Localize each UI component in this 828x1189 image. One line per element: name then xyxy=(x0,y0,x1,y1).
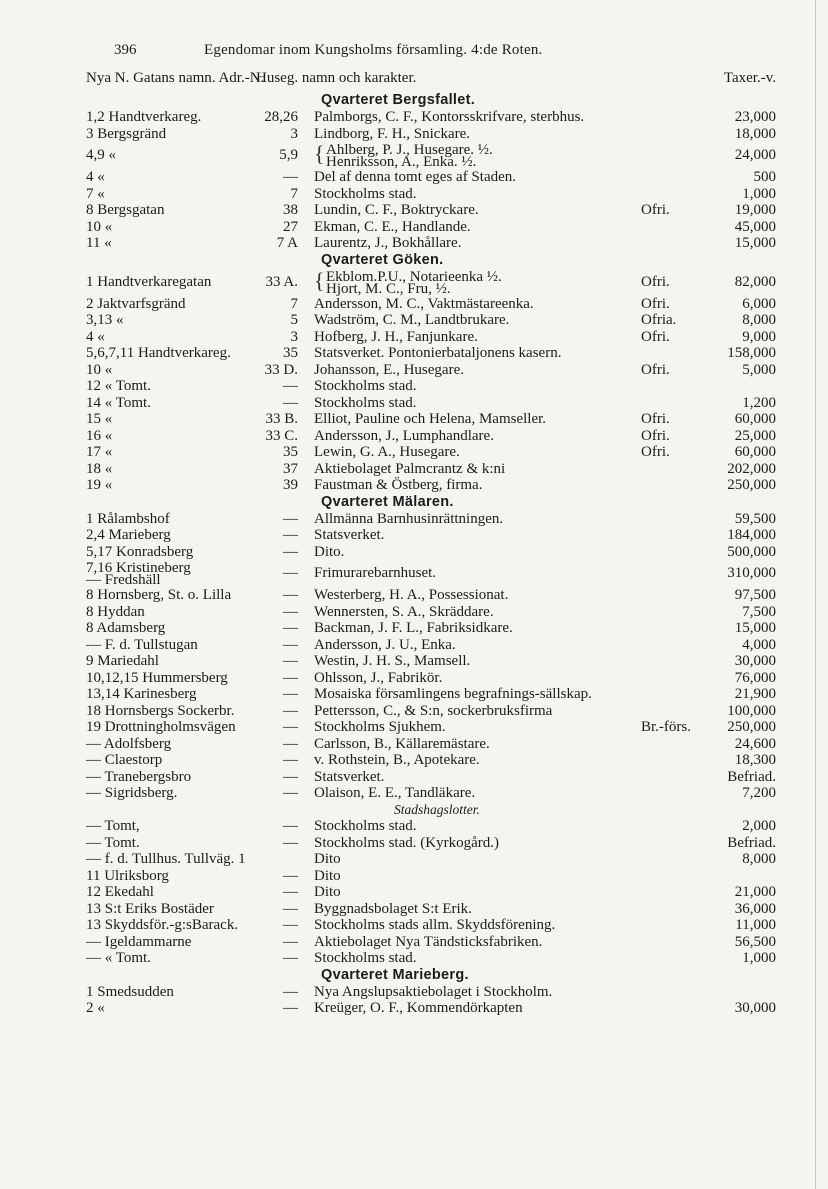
owner-name: Palmborgs, C. F., Kontorsskrifvare, sterbhus. xyxy=(314,109,585,125)
tax-value: 56,500 xyxy=(734,933,776,950)
table-row xyxy=(86,984,776,1001)
tax-value: 6,000 xyxy=(742,295,776,312)
tax-note: Ofri. xyxy=(641,361,670,378)
owner-name: Stockholms stads allm. Skyddsförening. xyxy=(314,917,556,933)
tax-value: 82,000 xyxy=(734,273,776,290)
tax-value: 250,000 xyxy=(727,477,776,493)
street-number: — xyxy=(283,636,298,653)
property-address: 4,9 « xyxy=(86,147,116,163)
tax-value: 1,000 xyxy=(742,950,776,966)
tax-value: 24,600 xyxy=(734,735,776,752)
property-address: 18 Hornsbergs Sockerbr. xyxy=(86,702,235,719)
tax-value: 97,500 xyxy=(734,587,776,603)
street-number: — xyxy=(283,394,298,411)
column-header-address: Nya N. Gatans namn. Adr.-N. xyxy=(86,70,265,86)
owner-name: Allmänna Barnhusinrättningen. xyxy=(314,510,504,527)
property-address: 13 Skyddsför.-g:sBarack. xyxy=(86,917,239,933)
tax-value: 100,000 xyxy=(727,702,776,719)
table-row xyxy=(86,835,776,852)
tax-value: 4,000 xyxy=(742,636,776,653)
tax-value: Befriad. xyxy=(727,768,776,785)
owner-name: Johansson, E., Husegare. xyxy=(314,361,464,378)
table-row xyxy=(86,312,776,329)
owner-name: Stockholms stad. xyxy=(314,818,417,834)
table-row xyxy=(86,411,776,428)
brace-mark: { xyxy=(314,267,325,293)
tax-value: 7,200 xyxy=(742,785,776,801)
page-header xyxy=(114,42,674,64)
street-number: 37 xyxy=(283,460,298,477)
section-title-text: Qvarteret Marieberg. xyxy=(321,966,469,983)
owner-name: Nya Angslupsaktiebolaget i Stockholm. xyxy=(314,983,553,1000)
street-number: 5 xyxy=(290,312,298,328)
owner-name: Stockholms stad. xyxy=(314,378,417,394)
property-address: — F. d. Tullstugan xyxy=(86,636,198,653)
property-address: 2 « xyxy=(86,1000,105,1016)
property-address: 7,16 Kristineberg xyxy=(86,560,191,576)
property-address: — Tomt. xyxy=(86,834,140,851)
section-title-text: Qvarteret Göken. xyxy=(321,251,444,268)
property-address: 17 « xyxy=(86,444,113,460)
property-address: 14 « Tomt. xyxy=(86,394,151,411)
table-row xyxy=(86,769,776,786)
street-number: — xyxy=(283,818,298,834)
tax-note: Ofri. xyxy=(641,273,670,290)
property-address: 10 « xyxy=(86,361,113,378)
table-row xyxy=(86,544,776,561)
property-address: — Igeldammarne xyxy=(86,933,192,950)
owner-name: Aktiebolaget Nya Tändsticksfabriken. xyxy=(314,933,543,950)
street-number: — xyxy=(283,669,298,686)
section-title xyxy=(86,92,776,109)
property-address: 1,2 Handtverkareg. xyxy=(86,109,202,125)
table-row xyxy=(86,1000,776,1017)
property-address: 2,4 Marieberg xyxy=(86,527,171,543)
street-number: 7 A xyxy=(276,235,298,251)
property-address: 8 Bergsgatan xyxy=(86,202,165,218)
subheading-text: Stadshagslotter. xyxy=(394,801,480,817)
street-number: — xyxy=(283,900,298,917)
street-number: 39 xyxy=(283,477,298,493)
property-address: — Claestorp xyxy=(86,752,163,768)
table-row xyxy=(86,917,776,934)
owner-name: Andersson, J. U., Enka. xyxy=(314,636,456,653)
owner-name: Aktiebolaget Palmcrantz & k:ni xyxy=(314,460,506,477)
property-address: 3,13 « xyxy=(86,312,124,328)
tax-value: 500,000 xyxy=(727,543,776,560)
tax-value: 45,000 xyxy=(734,218,776,235)
table-row xyxy=(86,785,776,802)
table-row xyxy=(86,752,776,769)
table-row xyxy=(86,378,776,395)
property-address: 9 Mariedahl xyxy=(86,653,159,669)
tax-value: 30,000 xyxy=(734,653,776,669)
tax-value: 5,000 xyxy=(742,361,776,378)
table-row xyxy=(86,511,776,528)
table-row xyxy=(86,719,776,736)
owner-name: Ekblom.P.U., Notarieenka ½. xyxy=(326,268,502,285)
owner-name: Ekman, C. E., Handlande. xyxy=(314,218,471,235)
tax-value: 7,500 xyxy=(742,603,776,620)
owner-name: Wennersten, S. A., Skräddare. xyxy=(314,603,494,620)
tax-value: 202,000 xyxy=(727,460,776,477)
page-title: Egendomar inom Kungsholms församling. 4:de Roten. xyxy=(204,42,543,58)
street-number: 7 xyxy=(290,185,298,202)
tax-value: 30,000 xyxy=(734,1000,776,1016)
column-header-owner: Huseg. namn och karakter. xyxy=(256,70,417,86)
street-number: — xyxy=(283,702,298,719)
column-header-tax: Taxer.-v. xyxy=(723,70,776,86)
tax-value: 25,000 xyxy=(734,427,776,444)
street-number: — xyxy=(283,752,298,768)
table-row xyxy=(86,868,776,885)
tax-note: Ofri. xyxy=(641,328,670,345)
table-row xyxy=(86,345,776,362)
street-number: — xyxy=(283,603,298,620)
table-row xyxy=(86,560,776,587)
property-address: 18 « xyxy=(86,460,113,477)
table-row xyxy=(86,202,776,219)
street-number: — xyxy=(283,686,298,702)
owner-name: Backman, J. F. L., Fabriksidkare. xyxy=(314,620,513,636)
street-number: — xyxy=(283,1000,298,1016)
property-address: 10,12,15 Hummersberg xyxy=(86,669,228,686)
property-address: 1 Handtverkaregatan xyxy=(86,273,212,290)
table-row xyxy=(86,109,776,126)
property-address: 3 Bergsgränd xyxy=(86,125,167,142)
table-row xyxy=(86,950,776,967)
owner-name: Stockholms stad. xyxy=(314,185,417,202)
street-number: — xyxy=(283,867,298,884)
tax-value: 60,000 xyxy=(734,411,776,427)
owner-name: v. Rothstein, B., Apotekare. xyxy=(314,752,480,768)
owner-name: Wadström, C. M., Landtbrukare. xyxy=(314,312,510,328)
table-row xyxy=(86,186,776,203)
tax-value: 21,900 xyxy=(734,686,776,702)
owner-name: Frimurarebarnhuset. xyxy=(314,565,437,581)
table-row xyxy=(86,444,776,461)
owner-name: Ahlberg, P. J., Husegare. ½. xyxy=(326,142,493,158)
tax-value: 15,000 xyxy=(734,235,776,251)
owner-name: Dito xyxy=(314,851,341,867)
tax-value: 250,000 xyxy=(727,719,776,735)
owner-name: Laurentz, J., Bokhållare. xyxy=(314,235,462,251)
street-number: 27 xyxy=(283,218,298,235)
owner-name: Stockholms stad. (Kyrkogård.) xyxy=(314,834,499,851)
table-row xyxy=(86,604,776,621)
street-number: — xyxy=(283,169,298,185)
tax-value: 184,000 xyxy=(727,527,776,543)
register-body xyxy=(86,92,776,1017)
tax-value: 36,000 xyxy=(734,900,776,917)
owner-name: Lundin, C. F., Boktryckare. xyxy=(314,202,479,218)
street-number: — xyxy=(283,510,298,527)
street-number: 33 A. xyxy=(265,273,298,290)
tax-value: 76,000 xyxy=(734,669,776,686)
street-number: — xyxy=(283,527,298,543)
property-address: 1 Smedsudden xyxy=(86,983,174,1000)
owner-name: Carlsson, B., Källaremästare. xyxy=(314,735,490,752)
owner-name-line2: Hjort, M. C., Fru, ½. xyxy=(326,280,451,297)
owner-name: Statsverket. xyxy=(314,768,385,785)
property-address: 12 Ekedahl xyxy=(86,884,154,900)
page-edge xyxy=(815,0,816,1189)
table-row xyxy=(86,670,776,687)
street-number: 3 xyxy=(290,125,298,142)
tax-value: 21,000 xyxy=(734,884,776,900)
table-row xyxy=(86,703,776,720)
property-address: 1 Rålambshof xyxy=(86,510,170,527)
street-number: 33 D. xyxy=(264,361,298,378)
tax-note: Br.-förs. xyxy=(641,719,691,735)
table-row xyxy=(86,527,776,544)
property-address: 4 « xyxy=(86,169,105,185)
owner-name: Byggnadsbolaget S:t Erik. xyxy=(314,900,472,917)
property-address: — Tranebergsbro xyxy=(86,768,192,785)
owner-name: Lindborg, F. H., Snickare. xyxy=(314,125,471,142)
property-address: 16 « xyxy=(86,427,113,444)
street-number: — xyxy=(283,653,298,669)
table-row xyxy=(86,395,776,412)
section-title-text: Qvarteret Mälaren. xyxy=(321,493,454,510)
street-number: — xyxy=(283,768,298,785)
owner-name: Westerberg, H. A., Possessionat. xyxy=(314,587,509,603)
table-row xyxy=(86,126,776,143)
tax-value: 1,200 xyxy=(742,394,776,411)
table-row xyxy=(86,219,776,236)
property-address: 13,14 Karinesberg xyxy=(86,686,197,702)
tax-value: 19,000 xyxy=(734,202,776,218)
owner-name: Stockholms stad. xyxy=(314,394,417,411)
owner-name: Andersson, J., Lumphandlare. xyxy=(314,427,494,444)
owner-name: Lewin, G. A., Husegare. xyxy=(314,444,460,460)
owner-name: Hofberg, J. H., Fanjunkare. xyxy=(314,328,478,345)
property-address: 8 Adamsberg xyxy=(86,620,166,636)
section-title xyxy=(86,967,776,984)
tax-value: 23,000 xyxy=(734,109,776,125)
tax-note: Ofri. xyxy=(641,427,670,444)
property-address: 4 « xyxy=(86,328,105,345)
table-row xyxy=(86,142,776,169)
page-number: 396 xyxy=(114,42,137,58)
property-address: 5,6,7,11 Handtverkareg. xyxy=(86,345,231,361)
street-number: — xyxy=(283,917,298,933)
tax-value: 8,000 xyxy=(742,851,776,867)
table-row xyxy=(86,587,776,604)
tax-value: 9,000 xyxy=(742,328,776,345)
tax-value: 59,500 xyxy=(734,510,776,527)
property-address: 8 Hornsberg, St. o. Lilla xyxy=(86,587,232,603)
owner-name: Elliot, Pauline och Helena, Mamseller. xyxy=(314,411,547,427)
table-row xyxy=(86,362,776,379)
owner-name: Dito. xyxy=(314,543,345,560)
street-number: 35 xyxy=(283,345,298,361)
table-row xyxy=(86,269,776,296)
owner-name: Olaison, E. E., Tandläkare. xyxy=(314,785,476,801)
section-title-text: Qvarteret Bergsfallet. xyxy=(321,92,476,108)
property-address: 10 « xyxy=(86,218,113,235)
property-address: 12 « Tomt. xyxy=(86,378,151,394)
column-headers xyxy=(86,70,776,90)
table-row xyxy=(86,934,776,951)
property-address: — Adolfsberg xyxy=(86,735,172,752)
owner-name: Stockholms Sjukhem. xyxy=(314,719,446,735)
owner-name-line2: Henriksson, A., Enka. ½. xyxy=(326,154,477,170)
owner-name: Del af denna tomt eges af Staden. xyxy=(314,169,517,185)
table-row xyxy=(86,637,776,654)
brace-mark: { xyxy=(314,141,325,166)
owner-name: Faustman & Östberg, firma. xyxy=(314,477,483,493)
property-address-line2: — Fredshäll xyxy=(86,572,161,588)
table-row xyxy=(86,620,776,637)
street-number: 33 B. xyxy=(265,411,298,427)
street-number: 33 C. xyxy=(265,427,298,444)
table-row xyxy=(86,296,776,313)
street-number: — xyxy=(283,785,298,801)
tax-value: Befriad. xyxy=(727,834,776,851)
table-row xyxy=(86,235,776,252)
tax-value: 2,000 xyxy=(742,818,776,834)
table-row xyxy=(86,818,776,835)
tax-value: 500 xyxy=(753,169,776,185)
owner-name: Statsverket. Pontonierbataljonens kasern. xyxy=(314,345,562,361)
table-row xyxy=(86,477,776,494)
table-row xyxy=(86,686,776,703)
tax-value: 15,000 xyxy=(734,620,776,636)
property-address: — « Tomt. xyxy=(86,950,151,966)
property-address: 5,17 Konradsberg xyxy=(86,543,194,560)
tax-value: 60,000 xyxy=(734,444,776,460)
property-address: 11 « xyxy=(86,235,112,251)
tax-value: 158,000 xyxy=(727,345,776,361)
property-address: 19 « xyxy=(86,477,113,493)
street-number: — xyxy=(283,884,298,900)
property-address: 19 Drottningholmsvägen xyxy=(86,719,236,735)
subheading xyxy=(86,802,776,819)
property-address: — f. d. Tullhus. Tullväg. 1 xyxy=(86,851,246,867)
tax-note: Ofri. xyxy=(641,202,670,218)
owner-name: Mosaiska församlingens begrafnings-sällskap. xyxy=(314,686,592,702)
property-address: 7 « xyxy=(86,185,105,202)
table-row xyxy=(86,428,776,445)
street-number: — xyxy=(283,983,298,1000)
street-number: — xyxy=(283,565,298,581)
table-row xyxy=(86,884,776,901)
owner-name: Stockholms stad. xyxy=(314,950,417,966)
property-address: 15 « xyxy=(86,411,113,427)
owner-name: Dito xyxy=(314,884,341,900)
street-number: — xyxy=(283,735,298,752)
street-number: — xyxy=(283,378,298,394)
property-address: 8 Hyddan xyxy=(86,603,145,620)
table-row xyxy=(86,461,776,478)
table-row xyxy=(86,329,776,346)
street-number: 28,26 xyxy=(264,109,298,125)
owner-name: Andersson, M. C., Vaktmästareenka. xyxy=(314,295,534,312)
owner-name: Dito xyxy=(314,867,341,884)
owner-name: Pettersson, C., & S:n, sockerbruksfirma xyxy=(314,702,553,719)
property-address: — Tomt, xyxy=(86,818,140,834)
street-number: — xyxy=(283,587,298,603)
street-number: 5,9 xyxy=(279,147,298,163)
property-address: 2 Jaktvarfsgränd xyxy=(86,295,186,312)
tax-note: Ofria. xyxy=(641,312,677,328)
street-number: — xyxy=(283,933,298,950)
tax-note: Ofri. xyxy=(641,411,670,427)
section-title xyxy=(86,494,776,511)
table-row xyxy=(86,901,776,918)
owner-name: Kreüger, O. F., Kommendörkapten xyxy=(314,1000,523,1016)
table-row xyxy=(86,851,776,868)
property-address: 11 Ulriksborg xyxy=(86,867,169,884)
tax-value: 18,000 xyxy=(734,125,776,142)
street-number: — xyxy=(283,950,298,966)
tax-value: 24,000 xyxy=(734,147,776,163)
table-row xyxy=(86,169,776,186)
owner-name: Ohlsson, J., Fabrikör. xyxy=(314,669,443,686)
table-row xyxy=(86,736,776,753)
tax-note: Ofri. xyxy=(641,444,670,460)
street-number: 7 xyxy=(290,295,298,312)
owner-name: Westin, J. H. S., Mamsell. xyxy=(314,653,471,669)
tax-value: 11,000 xyxy=(735,917,776,933)
owner-name: Statsverket. xyxy=(314,527,385,543)
tax-value: 8,000 xyxy=(742,312,776,328)
tax-value: 18,300 xyxy=(734,752,776,768)
street-number: 38 xyxy=(283,202,298,218)
tax-value: 1,000 xyxy=(742,185,776,202)
tax-note: Ofri. xyxy=(641,295,670,312)
table-row xyxy=(86,653,776,670)
property-address: 13 S:t Eriks Bostäder xyxy=(86,900,214,917)
street-number: — xyxy=(283,620,298,636)
street-number: — xyxy=(283,543,298,560)
street-number: — xyxy=(283,719,298,735)
street-number: 3 xyxy=(290,328,298,345)
property-address: — Sigridsberg. xyxy=(86,785,178,801)
street-number: 35 xyxy=(283,444,298,460)
tax-value: 310,000 xyxy=(727,565,776,581)
section-title xyxy=(86,252,776,269)
street-number: — xyxy=(283,834,298,851)
